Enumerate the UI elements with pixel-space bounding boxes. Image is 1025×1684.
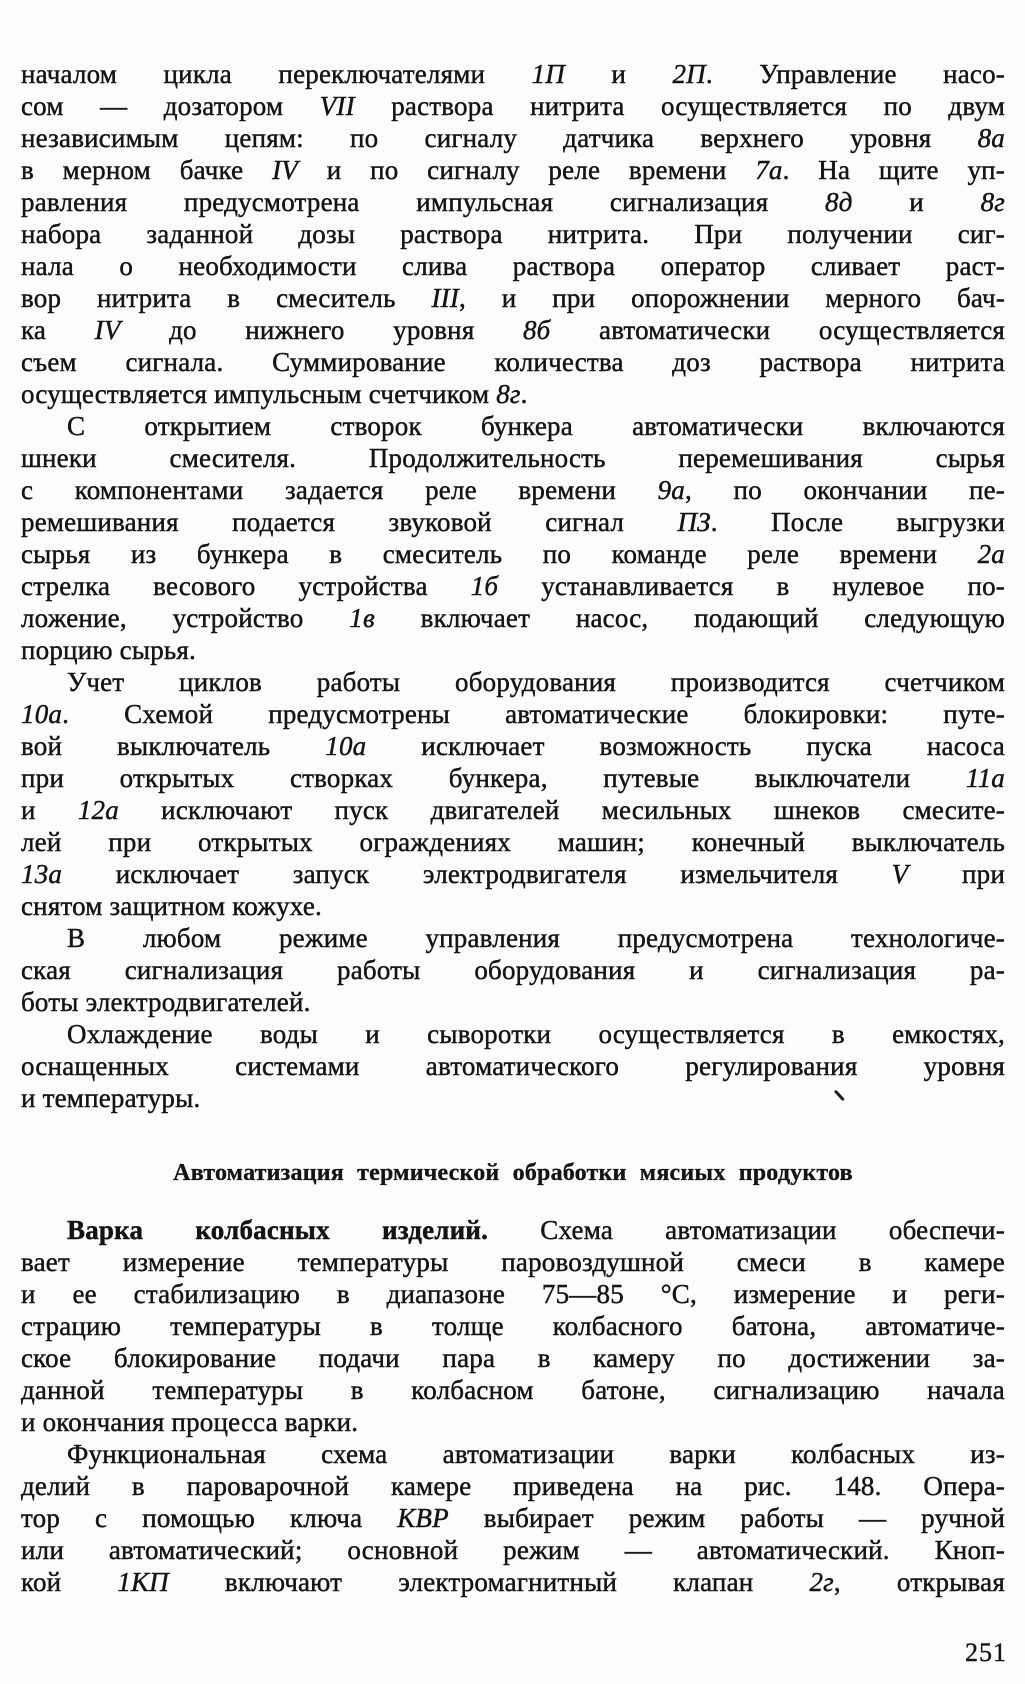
text-line: шнеки смесителя. Продолжительность перемешивания сырья bbox=[21, 443, 1005, 473]
text-line: боты электродвигателей. bbox=[21, 987, 311, 1017]
text-line: порцию сырья. bbox=[21, 635, 196, 665]
text-line: 13а исключает запуск электродвигателя измельчителя V при bbox=[21, 859, 1005, 889]
text-line: нала о необходимости слива раствора оператор сливает раст- bbox=[21, 251, 1005, 281]
text-line: началом цикла переключателями 1П и 2П. Управление насо- bbox=[21, 59, 1005, 89]
text-line: ка IV до нижнего уровня 8б автоматически осуществляется bbox=[21, 315, 1006, 345]
text-line: вор нитрита в смеситель III, и при опорожнении мерного бач- bbox=[21, 283, 1006, 313]
text-line: Варка колбасных изделий. Схема автоматизации обеспечи- bbox=[67, 1215, 1005, 1245]
text-line: сом — дозатором VII раствора нитрита осуществляется по двум bbox=[21, 91, 1005, 121]
text-line: вает измерение температуры паровоздушной смеси в камере bbox=[21, 1247, 1005, 1277]
page-number: 251 bbox=[965, 1638, 1007, 1667]
text-line: в мерном бачке IV и по сигналу реле времени 7а. На щите уп- bbox=[21, 155, 1005, 185]
text-line: съем сигнала. Суммирование количества доз раствора нитрита bbox=[21, 347, 1005, 377]
text-line: В любом режиме управления предусмотрена технологиче- bbox=[67, 923, 1005, 953]
text-line: лей при открытых ограждениях машин; конечный выключатель bbox=[21, 827, 1005, 857]
text-line: Учет циклов работы оборудования производится счетчиком bbox=[67, 667, 1005, 697]
text-line: тор с помощью ключа КВР выбирает режим работы — ручной bbox=[21, 1503, 1005, 1533]
text-line: осуществляется импульсным счетчиком 8г. bbox=[21, 379, 528, 409]
text-line: данной температуры в колбасном батоне, сигнализацию начала bbox=[21, 1375, 1005, 1405]
text-line: сырья из бункера в смеситель по команде реле времени 2а bbox=[21, 539, 1005, 569]
text-line: с компонентами задается реле времени 9а, по окончании пе- bbox=[21, 475, 1005, 505]
text-line: и ее стабилизацию в диапазоне 75—85 °С, измерение и реги- bbox=[21, 1279, 1005, 1309]
section-heading: Автоматизация термической обработки мясиых продуктов bbox=[173, 1160, 853, 1186]
text-line: или автоматический; основной режим — автоматический. Кноп- bbox=[21, 1535, 1005, 1565]
text-line: и окончания процесса варки. bbox=[21, 1407, 359, 1437]
text-line: Функциональная схема автоматизации варки колбасных из- bbox=[67, 1439, 1005, 1469]
text-line: вой выключатель 10а исключает возможность пуска насоса bbox=[21, 731, 1005, 761]
text-line: стрелка весового устройства 1б устанавливается в нулевое по- bbox=[21, 571, 1006, 601]
text-column bbox=[21, 58, 1005, 1598]
text-line: и 12а исключают пуск двигателей месильных шнеков смесите- bbox=[21, 795, 1005, 825]
text-line: ремешивания подается звуковой сигнал ПЗ. После выгрузки bbox=[21, 507, 1005, 537]
text-line: равления предусмотрена импульсная сигнализация 8д и 8г bbox=[21, 187, 1005, 217]
text-line: Охлаждение воды и сыворотки осуществляется в емкостях, bbox=[67, 1019, 1005, 1049]
text-line: ское блокирование подачи пара в камеру по достижении за- bbox=[21, 1343, 1005, 1373]
text-line: оснащенных системами автоматического регулирования уровня bbox=[21, 1051, 1005, 1081]
text-line: ложение, устройство 1в включает насос, подающий следующую bbox=[21, 603, 1005, 633]
text-line: снятом защитном кожухе. bbox=[21, 891, 322, 921]
text-line: и температуры. bbox=[21, 1083, 201, 1113]
text-line: делий в пароварочной камере приведена на рис. 148. Опера- bbox=[21, 1471, 1005, 1501]
text-line: кой 1КП включают электромагнитный клапан 2г, открывая bbox=[21, 1567, 1005, 1597]
text-line: 10а. Схемой предусмотрены автоматические блокировки: путе- bbox=[21, 699, 1005, 729]
text-line: при открытых створках бункера, путевые выключатели 11а bbox=[21, 763, 1005, 793]
text-line: ская сигнализация работы оборудования и сигнализация ра- bbox=[21, 955, 1005, 985]
text-line: страцию температуры в толще колбасного батона, автоматиче- bbox=[21, 1311, 1005, 1341]
text-line: С открытием створок бункера автоматически включаются bbox=[67, 411, 1005, 441]
text-line: независимым цепям: по сигналу датчика верхнего уровня 8а bbox=[21, 123, 1005, 153]
text-line: набора заданной дозы раствора нитрита. При получении сиг- bbox=[21, 219, 1005, 249]
